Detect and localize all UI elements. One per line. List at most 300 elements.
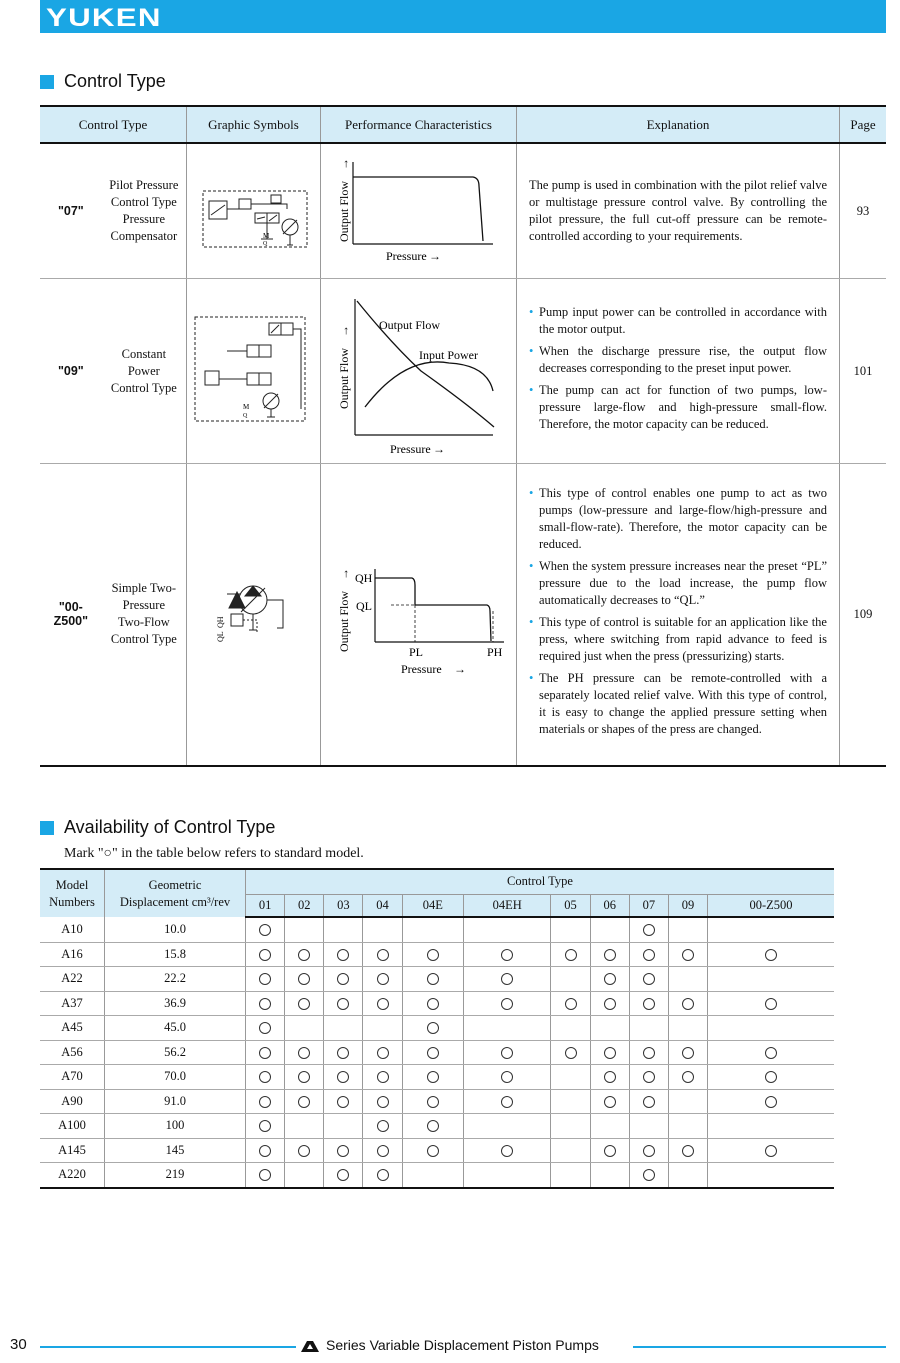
standard-model-circle-icon <box>682 1047 694 1059</box>
model-number: A10 <box>40 917 105 942</box>
standard-model-circle-icon <box>259 949 271 961</box>
brand-logo: YUKEN <box>46 4 162 32</box>
standard-model-circle-icon <box>298 1047 310 1059</box>
standard-model-circle-icon <box>298 1145 310 1157</box>
section-title-availability: Availability of Control Type <box>40 817 275 838</box>
col-header-type: 07 <box>629 894 668 917</box>
explanation: The pump is used in combination with the pilot relief valve or multistage pressure control valve. By controlling the pilot pressure, the full cut-off pressure can be remote-controlled according to your requirements. <box>517 143 840 279</box>
standard-model-circle-icon <box>298 1071 310 1083</box>
availability-cell <box>324 1065 363 1090</box>
availability-cell <box>402 942 463 967</box>
standard-model-circle-icon <box>337 1169 349 1181</box>
footer-text: Series Variable Displacement Piston Pumps <box>326 1337 599 1353</box>
availability-cell <box>246 1089 285 1114</box>
availability-cell <box>324 1114 363 1139</box>
standard-model-circle-icon <box>377 1096 389 1108</box>
availability-cell <box>363 1114 402 1139</box>
standard-model-circle-icon <box>298 998 310 1010</box>
list-item: • The pump can act for function of two pumps, low-pressure large-flow and high-pressure small-flow. Therefore, the motor capacity can be reduced. <box>529 382 827 433</box>
availability-cell <box>463 1040 551 1065</box>
displacement: 10.0 <box>105 917 246 942</box>
standard-model-circle-icon <box>501 973 513 985</box>
control-name: Simple Two- Pressure Two-Flow Control Type <box>102 464 187 766</box>
standard-model-circle-icon <box>427 998 439 1010</box>
standard-model-circle-icon <box>643 1145 655 1157</box>
svg-text:M: M <box>263 232 270 240</box>
standard-model-circle-icon <box>427 1071 439 1083</box>
page-ref: 101 <box>840 279 887 464</box>
availability-cell <box>590 1040 629 1065</box>
input-power-curve <box>365 362 493 407</box>
availability-cell <box>551 967 590 992</box>
standard-model-circle-icon <box>604 949 616 961</box>
standard-model-circle-icon <box>337 998 349 1010</box>
availability-note: Mark "○" in the table below refers to standard model. <box>64 846 364 861</box>
standard-model-circle-icon <box>298 973 310 985</box>
col-header-type: 05 <box>551 894 590 917</box>
availability-cell <box>590 1016 629 1041</box>
standard-model-circle-icon <box>501 1145 513 1157</box>
standard-model-circle-icon <box>377 973 389 985</box>
displacement: 91.0 <box>105 1089 246 1114</box>
table-row <box>40 942 834 967</box>
standard-model-circle-icon <box>765 998 777 1010</box>
graphic-symbol <box>187 464 321 766</box>
availability-cell <box>629 967 668 992</box>
standard-model-circle-icon <box>501 1071 513 1083</box>
availability-cell <box>463 991 551 1016</box>
ql-label: QL <box>356 599 372 614</box>
availability-cell <box>708 1163 834 1188</box>
standard-model-circle-icon <box>765 1071 777 1083</box>
availability-cell <box>285 967 324 992</box>
standard-model-circle-icon <box>643 1169 655 1181</box>
col-header-model: Model Numbers <box>40 869 105 917</box>
explanation <box>517 279 840 464</box>
standard-model-circle-icon <box>259 1145 271 1157</box>
availability-cell <box>590 1114 629 1139</box>
availability-cell <box>285 991 324 1016</box>
availability-cell <box>551 1065 590 1090</box>
availability-cell <box>668 1016 707 1041</box>
standard-model-circle-icon <box>565 949 577 961</box>
chart-00z500 <box>321 547 514 677</box>
col-header-type: 06 <box>590 894 629 917</box>
availability-cell <box>285 1040 324 1065</box>
performance-chart <box>321 143 517 279</box>
availability-cell <box>363 1163 402 1188</box>
availability-cell <box>246 1163 285 1188</box>
availability-cell <box>285 1089 324 1114</box>
col-header-type: 03 <box>324 894 363 917</box>
availability-cell <box>551 1089 590 1114</box>
availability-cell <box>668 942 707 967</box>
availability-cell <box>463 1138 551 1163</box>
availability-cell <box>246 991 285 1016</box>
availability-cell <box>708 917 834 942</box>
pl-label: PL <box>409 645 424 660</box>
standard-model-circle-icon <box>682 1145 694 1157</box>
page-number: 30 <box>10 1336 27 1353</box>
model-number: A22 <box>40 967 105 992</box>
availability-cell <box>324 1016 363 1041</box>
col-header: Performance Characteristics <box>321 106 517 143</box>
standard-model-circle-icon <box>604 1071 616 1083</box>
availability-cell <box>363 1065 402 1090</box>
availability-cell <box>551 1138 590 1163</box>
availability-cell <box>629 1016 668 1041</box>
header-bar <box>40 0 886 33</box>
standard-model-circle-icon <box>259 1169 271 1181</box>
standard-model-circle-icon <box>427 1120 439 1132</box>
table-row <box>40 967 834 992</box>
standard-model-circle-icon <box>765 949 777 961</box>
standard-model-circle-icon <box>427 1096 439 1108</box>
model-number: A45 <box>40 1016 105 1041</box>
standard-model-circle-icon <box>643 1071 655 1083</box>
model-number: A220 <box>40 1163 105 1188</box>
availability-cell <box>590 1065 629 1090</box>
series-logo-icon <box>300 1339 320 1353</box>
displacement: 219 <box>105 1163 246 1188</box>
standard-model-circle-icon <box>643 949 655 961</box>
col-header-type: 00-Z500 <box>708 894 834 917</box>
displacement: 70.0 <box>105 1065 246 1090</box>
availability-cell <box>590 917 629 942</box>
availability-cell <box>402 967 463 992</box>
standard-model-circle-icon <box>604 1096 616 1108</box>
availability-cell <box>246 1040 285 1065</box>
standard-model-circle-icon <box>337 1071 349 1083</box>
availability-cell <box>668 1065 707 1090</box>
availability-cell <box>324 1040 363 1065</box>
availability-cell <box>463 1016 551 1041</box>
hydraulic-symbol-09-icon <box>187 309 318 429</box>
table-row <box>40 991 834 1016</box>
availability-cell <box>629 1138 668 1163</box>
list-item: • This type of control enables one pump to act as two pumps (low-pressure and large-flow/high-pressure and small-flow-rate). Therefore, the motor capacity can be reduced. <box>529 485 827 553</box>
table-row <box>40 1163 834 1188</box>
availability-cell <box>246 942 285 967</box>
availability-cell <box>324 1138 363 1163</box>
model-number: A100 <box>40 1114 105 1139</box>
availability-cell <box>551 1114 590 1139</box>
standard-model-circle-icon <box>337 1096 349 1108</box>
curve-label-input-power: Input Power <box>419 348 478 362</box>
standard-model-circle-icon <box>427 1145 439 1157</box>
standard-model-circle-icon <box>604 973 616 985</box>
standard-model-circle-icon <box>643 1047 655 1059</box>
output-flow-curve <box>353 177 483 241</box>
standard-model-circle-icon <box>377 1047 389 1059</box>
availability-cell <box>708 1065 834 1090</box>
availability-cell <box>629 1040 668 1065</box>
page-footer <box>0 1336 900 1358</box>
availability-cell <box>363 917 402 942</box>
availability-cell <box>463 967 551 992</box>
page-ref: 93 <box>840 143 887 279</box>
col-header-displacement: Geometric Displacement cm³/rev <box>105 869 246 917</box>
control-name: Constant Power Control Type <box>102 279 187 464</box>
availability-cell <box>708 1016 834 1041</box>
table-row <box>40 279 886 464</box>
availability-cell <box>324 967 363 992</box>
availability-cell <box>324 917 363 942</box>
availability-cell <box>363 967 402 992</box>
availability-cell <box>629 1163 668 1188</box>
availability-cell <box>363 942 402 967</box>
standard-model-circle-icon <box>337 1145 349 1157</box>
model-number: A90 <box>40 1089 105 1114</box>
col-header: Graphic Symbols <box>187 106 321 143</box>
availability-cell <box>402 1163 463 1188</box>
col-header: Explanation <box>517 106 840 143</box>
standard-model-circle-icon <box>377 1071 389 1083</box>
model-number: A37 <box>40 991 105 1016</box>
availability-table <box>40 868 834 1189</box>
table-row <box>40 1114 834 1139</box>
availability-cell <box>629 1114 668 1139</box>
availability-cell <box>708 1114 834 1139</box>
standard-model-circle-icon <box>643 998 655 1010</box>
availability-cell <box>402 1138 463 1163</box>
standard-model-circle-icon <box>604 1047 616 1059</box>
section-marker-icon <box>40 821 54 835</box>
curve-label-output-flow: Output Flow <box>379 318 441 332</box>
graphic-symbol <box>187 279 321 464</box>
col-header-type: 09 <box>668 894 707 917</box>
availability-cell <box>708 1040 834 1065</box>
availability-cell <box>285 1163 324 1188</box>
hydraulic-symbol-00z500-icon <box>187 572 318 652</box>
displacement: 145 <box>105 1138 246 1163</box>
availability-cell <box>285 1114 324 1139</box>
standard-model-circle-icon <box>682 1071 694 1083</box>
availability-cell <box>285 1065 324 1090</box>
standard-model-circle-icon <box>377 1169 389 1181</box>
availability-cell <box>668 1163 707 1188</box>
standard-model-circle-icon <box>259 924 271 936</box>
availability-cell <box>629 942 668 967</box>
availability-cell <box>463 917 551 942</box>
availability-cell <box>402 1065 463 1090</box>
availability-cell <box>590 991 629 1016</box>
control-code: "07" <box>40 143 102 279</box>
svg-text:QL: QL <box>216 631 225 643</box>
y-axis-label: Output Flow <box>337 180 351 242</box>
availability-cell <box>668 991 707 1016</box>
table-row <box>40 143 886 279</box>
availability-cell <box>463 942 551 967</box>
availability-cell <box>463 1065 551 1090</box>
model-number: A16 <box>40 942 105 967</box>
y-axis-label: Output Flow <box>337 591 351 653</box>
availability-cell <box>246 1138 285 1163</box>
availability-cell <box>246 917 285 942</box>
svg-text:QH: QH <box>216 616 225 629</box>
table-row <box>40 1016 834 1041</box>
standard-model-circle-icon <box>337 949 349 961</box>
availability-cell <box>402 1016 463 1041</box>
availability-cell <box>363 1138 402 1163</box>
availability-cell <box>246 1016 285 1041</box>
availability-cell <box>668 1114 707 1139</box>
control-name: Pilot Pressure Control Type Pressure Compensator <box>102 143 187 279</box>
standard-model-circle-icon <box>427 973 439 985</box>
availability-cell <box>463 1163 551 1188</box>
availability-cell <box>708 1138 834 1163</box>
svg-text:→: → <box>429 249 441 263</box>
standard-model-circle-icon <box>259 973 271 985</box>
graphic-symbol <box>187 143 321 279</box>
standard-model-circle-icon <box>604 998 616 1010</box>
standard-model-circle-icon <box>377 949 389 961</box>
standard-model-circle-icon <box>259 1047 271 1059</box>
col-header-type: 04EH <box>463 894 551 917</box>
availability-cell <box>668 917 707 942</box>
standard-model-circle-icon <box>337 1047 349 1059</box>
availability-cell <box>551 1163 590 1188</box>
availability-cell <box>324 942 363 967</box>
svg-text:Q: Q <box>263 241 268 247</box>
standard-model-circle-icon <box>565 1047 577 1059</box>
availability-cell <box>629 1089 668 1114</box>
model-number: A56 <box>40 1040 105 1065</box>
performance-chart <box>321 464 517 766</box>
availability-cell <box>285 1138 324 1163</box>
x-axis-label: Pressure <box>386 249 427 263</box>
availability-cell <box>590 1138 629 1163</box>
table-row <box>40 1065 834 1090</box>
qh-label: QH <box>355 571 373 586</box>
availability-cell <box>708 991 834 1016</box>
svg-text:→: → <box>433 442 445 456</box>
svg-text:→: → <box>454 662 466 677</box>
standard-model-circle-icon <box>259 998 271 1010</box>
availability-cell <box>629 1065 668 1090</box>
availability-cell <box>551 942 590 967</box>
control-code: "00- Z500" <box>40 464 102 766</box>
standard-model-circle-icon <box>643 1096 655 1108</box>
availability-cell <box>285 1016 324 1041</box>
table-row <box>40 1040 834 1065</box>
standard-model-circle-icon <box>427 949 439 961</box>
availability-cell <box>708 942 834 967</box>
svg-text:→: → <box>337 325 351 337</box>
list-item: • Pump input power can be controlled in accordance with the motor output. <box>529 304 827 338</box>
col-header-type: 02 <box>285 894 324 917</box>
availability-cell <box>668 1089 707 1114</box>
availability-cell <box>363 1040 402 1065</box>
availability-cell <box>402 991 463 1016</box>
standard-model-circle-icon <box>259 1096 271 1108</box>
list-item: • This type of control is suitable for an application like the press, where switching from rapid advance to feed is required just when the press (pressurizing) starts. <box>529 614 827 665</box>
availability-cell <box>324 1163 363 1188</box>
standard-model-circle-icon <box>643 973 655 985</box>
availability-cell <box>551 991 590 1016</box>
availability-cell <box>590 1163 629 1188</box>
standard-model-circle-icon <box>501 998 513 1010</box>
displacement: 36.9 <box>105 991 246 1016</box>
x-axis-label: Pressure <box>401 662 442 677</box>
standard-model-circle-icon <box>377 1120 389 1132</box>
output-flow-curve <box>375 578 491 641</box>
availability-cell <box>285 917 324 942</box>
availability-cell <box>463 1089 551 1114</box>
availability-cell <box>324 991 363 1016</box>
availability-cell <box>363 1016 402 1041</box>
table-header-row <box>40 106 886 143</box>
standard-model-circle-icon <box>643 924 655 936</box>
col-header-control-type: Control Type <box>246 869 835 894</box>
availability-cell <box>629 991 668 1016</box>
control-code: "09" <box>40 279 102 464</box>
availability-cell <box>668 1040 707 1065</box>
availability-cell <box>708 967 834 992</box>
model-number: A70 <box>40 1065 105 1090</box>
availability-cell <box>668 967 707 992</box>
y-axis-label: Output Flow <box>337 347 351 409</box>
standard-model-circle-icon <box>259 1120 271 1132</box>
availability-cell <box>629 917 668 942</box>
availability-cell <box>551 1040 590 1065</box>
availability-cell <box>363 991 402 1016</box>
availability-cell <box>590 1089 629 1114</box>
availability-cell <box>402 1089 463 1114</box>
standard-model-circle-icon <box>501 1047 513 1059</box>
availability-cell <box>246 967 285 992</box>
availability-cell <box>590 942 629 967</box>
availability-cell <box>551 917 590 942</box>
table-row <box>40 1089 834 1114</box>
standard-model-circle-icon <box>259 1022 271 1034</box>
availability-cell <box>285 942 324 967</box>
standard-model-circle-icon <box>765 1047 777 1059</box>
availability-cell <box>246 1114 285 1139</box>
section-title-control-type: Control Type <box>40 71 166 92</box>
section-marker-icon <box>40 75 54 89</box>
col-header-type: 04E <box>402 894 463 917</box>
list-item: • When the discharge pressure rise, the output flow decreases corresponding to the preset input power. <box>529 343 827 377</box>
explanation <box>517 464 840 766</box>
svg-text:Q: Q <box>243 413 248 419</box>
availability-cell <box>324 1089 363 1114</box>
standard-model-circle-icon <box>501 949 513 961</box>
col-header-type: 01 <box>246 894 285 917</box>
standard-model-circle-icon <box>682 949 694 961</box>
availability-cell <box>246 1065 285 1090</box>
svg-text:→: → <box>337 158 351 170</box>
table-row <box>40 464 886 766</box>
chart-07 <box>321 144 514 274</box>
availability-cell <box>708 1089 834 1114</box>
availability-cell <box>402 917 463 942</box>
standard-model-circle-icon <box>259 1071 271 1083</box>
list-item: • The PH pressure can be remote-controlled with a separately located relief valve. With this type of control, it is easy to change the applied pressure setting when materials or shapes of the press are changed. <box>529 670 827 738</box>
col-header-type: 04 <box>363 894 402 917</box>
standard-model-circle-icon <box>765 1096 777 1108</box>
list-item: • When the system pressure increases near the preset “PL” pressure due to the load increase, the pump flow automatically decreases to “QL.” <box>529 558 827 609</box>
col-header: Page <box>840 106 887 143</box>
svg-text:M: M <box>243 403 250 411</box>
standard-model-circle-icon <box>298 1096 310 1108</box>
ph-label: PH <box>487 645 503 660</box>
svg-text:→: → <box>337 568 351 581</box>
table-row <box>40 917 834 942</box>
standard-model-circle-icon <box>377 1145 389 1157</box>
table-header-row <box>40 869 834 894</box>
x-axis-label: Pressure <box>390 442 431 456</box>
